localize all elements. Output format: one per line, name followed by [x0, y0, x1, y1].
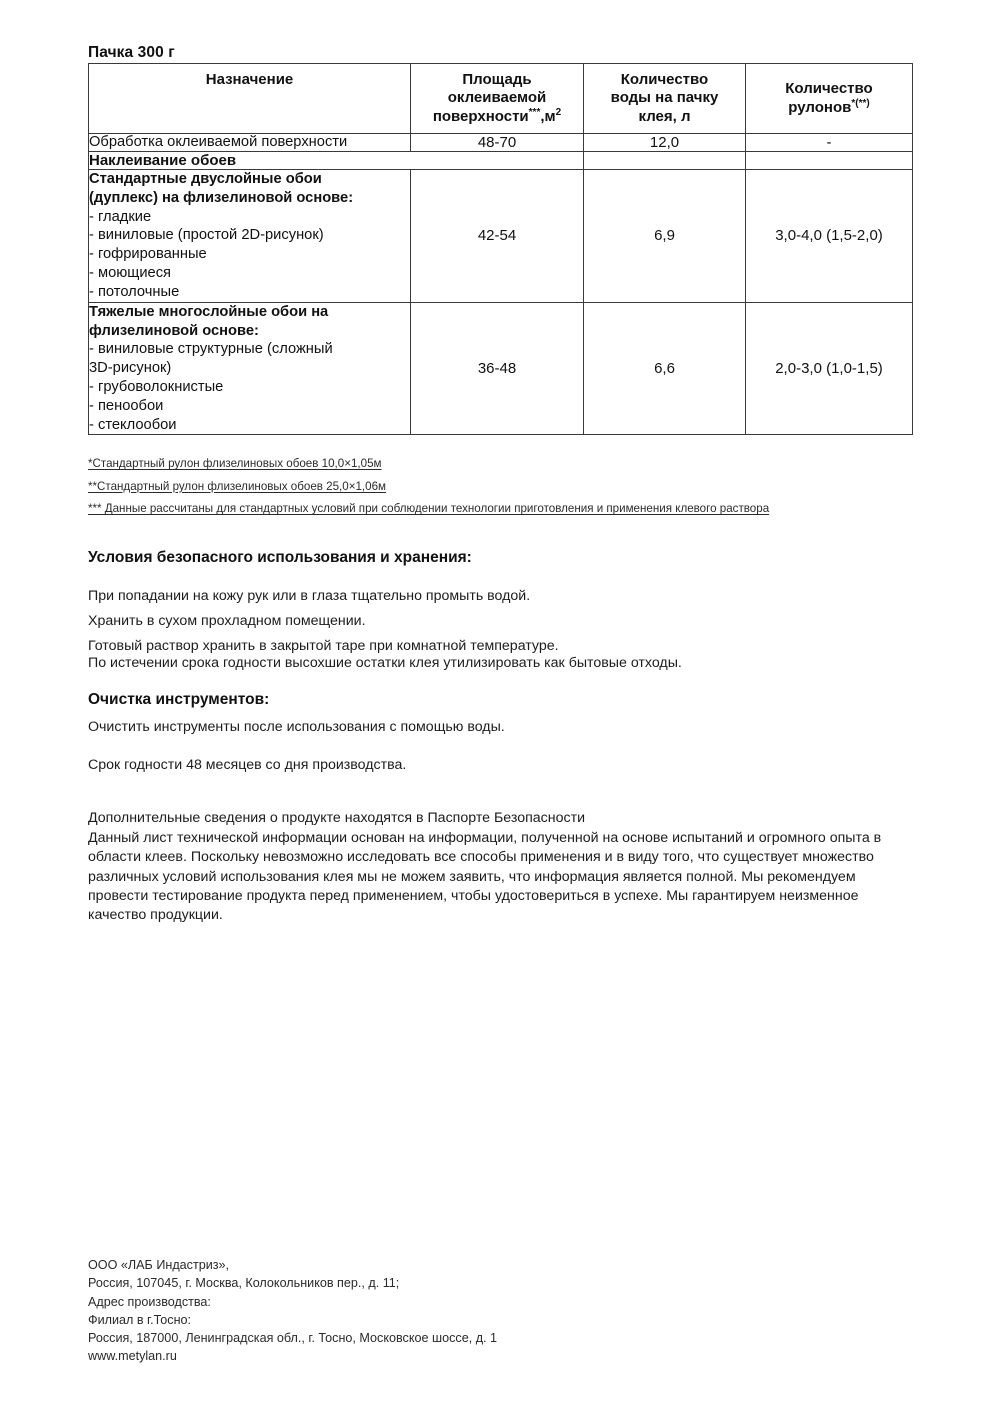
rolls-header-line1: Количество: [785, 79, 873, 97]
row-surface-treatment-area: 48-70: [411, 134, 584, 152]
list-item: - моющиеся: [89, 265, 172, 282]
specification-table: [88, 63, 913, 435]
footnote-3: *** Данные рассчитаны для стандартных условий при соблюдении технологии приготовления и применения клевого раствора: [88, 502, 770, 516]
footer-line-address: Россия, 107045, г. Москва, Колокольников пер., д. 11;: [88, 1276, 400, 1291]
table-row: [89, 302, 913, 435]
area-header-line1: Площадь: [462, 70, 532, 88]
shelf-life-line: Срок годности 48 месяцев со дня производства.: [88, 757, 407, 773]
group-title-line2: флизелиновой основе:: [89, 322, 259, 339]
row-heavy-multilayer-area: 36-48: [411, 302, 584, 435]
footer-line-branch-address: Россия, 187000, Ленинградская обл., г. Тосно, Московское шоссе, д. 1: [88, 1331, 498, 1345]
row-surface-treatment-rolls: -: [746, 134, 913, 152]
safety-heading: Условия безопасного использования и хранения:: [88, 549, 472, 566]
list-item: - стеклообои: [89, 416, 177, 433]
row-heavy-multilayer-water: 6,6: [584, 302, 746, 435]
column-header-purpose: Назначение: [89, 64, 411, 134]
safety-line-2: Хранить в сухом прохладном помещении.: [88, 613, 366, 629]
list-item: - гладкие: [89, 208, 152, 225]
column-header-rolls: [746, 64, 913, 134]
column-header-area: [411, 64, 584, 134]
disclaimer-paragraph: Данный лист технической информации основан на информации, полученной на основе испытаний и огромного опыта в области клеев. Поскольку невозможно исследовать все способы применения и в виду того, что существует множество различных условий использования клея мы не можем заявить, что информация является полной. Мы рекомендуем провести тестирование продукта перед применением, чтобы удостовериться в успехе. Мы гарантируем неизменное качество продукции.: [88, 830, 882, 924]
row-surface-treatment-name: Обработка оклеиваемой поверхности: [89, 134, 411, 152]
page-title: Пачка 300 г: [88, 44, 175, 61]
row-standard-duplex-area: 42-54: [411, 170, 584, 303]
water-header-line1: Количество: [620, 71, 709, 89]
row-section-wallpapering-name: Наклеивание обоев: [89, 152, 584, 170]
safety-line-1: При попадании на кожу рук или в глаза тщательно промыть водой.: [88, 588, 531, 604]
list-item: - виниловые структурные (сложный: [89, 341, 333, 358]
table-header-row: [89, 64, 913, 134]
list-item: - пенообои: [89, 397, 164, 414]
list-item: - грубоволокнистые: [89, 378, 224, 395]
safety-line-4: По истечении срока годности высохшие остатки клея утилизировать как бытовые отходы.: [88, 655, 682, 671]
footnote-1: *Стандартный рулон флизелиновых обоев 10,0×1,05м: [88, 457, 382, 470]
row-standard-duplex-water: 6,9: [584, 170, 746, 303]
row-heavy-multilayer-name: [89, 302, 411, 435]
list-item: 3D-рисунок): [89, 360, 172, 377]
table-header: [89, 64, 913, 134]
footer-line-production-address-label: Адрес производства:: [88, 1294, 211, 1309]
table-row: [89, 134, 913, 152]
area-header-stars: ***: [528, 107, 541, 119]
column-header-water: [584, 64, 746, 134]
water-header-line3: клея, л: [638, 107, 691, 125]
area-header-line3b: ,м: [540, 108, 556, 126]
row-standard-duplex-name: [89, 170, 411, 303]
area-header-line2: оклеиваемой: [447, 88, 547, 106]
footer-line-branch: Филиал в г.Тосно:: [88, 1312, 192, 1327]
specification-table-wrapper: [88, 63, 912, 435]
group-title-line1: Тяжелые многослойные обои на: [89, 303, 329, 320]
group-title-line2: (дуплекс) на флизелиновой основе:: [89, 189, 354, 206]
rolls-header-line2a: рулонов: [788, 99, 852, 116]
list-item: - виниловые (простой 2D-рисунок): [89, 227, 324, 244]
rolls-header-stars: *(**): [851, 98, 870, 109]
row-section-wallpapering-rolls: [746, 152, 913, 170]
row-standard-duplex-rolls: 3,0-4,0 (1,5-2,0): [746, 170, 913, 303]
table-row: [89, 152, 913, 170]
footer-line-company: ООО «ЛАБ Индастриз»,: [88, 1258, 230, 1272]
safety-line-3: Готовый раствор хранить в закрытой таре при комнатной температуре.: [88, 638, 559, 654]
list-item: - потолочные: [89, 283, 180, 300]
list-item: - гофрированные: [89, 246, 207, 263]
row-surface-treatment-water: 12,0: [584, 134, 746, 152]
area-header-line3a: поверхности: [432, 108, 529, 126]
row-section-wallpapering-water: [584, 152, 746, 170]
table-row: [89, 170, 913, 303]
footnotes-block: [88, 458, 918, 526]
cleaning-heading: Очистка инструментов:: [88, 691, 270, 708]
row-heavy-multilayer-rolls: 2,0-3,0 (1,0-1,5): [746, 302, 913, 435]
group-title-line1: Стандартные двуслойные обои: [89, 171, 322, 187]
area-header-superscript-two: 2: [555, 107, 562, 119]
cleaning-line: Очистить инструменты после использования с помощью воды.: [88, 719, 505, 735]
footnote-2: **Стандартный рулон флизелиновых обоев 25,0×1,06м: [88, 479, 387, 493]
water-header-line2: воды на пачку: [610, 89, 719, 107]
safety-passport-line: Дополнительные сведения о продукте находятся в Паспорте Безопасности: [88, 810, 586, 826]
footer-block: [88, 1256, 497, 1366]
table-body: [89, 134, 913, 435]
footer-line-website[interactable]: www.metylan.ru: [88, 1349, 177, 1364]
